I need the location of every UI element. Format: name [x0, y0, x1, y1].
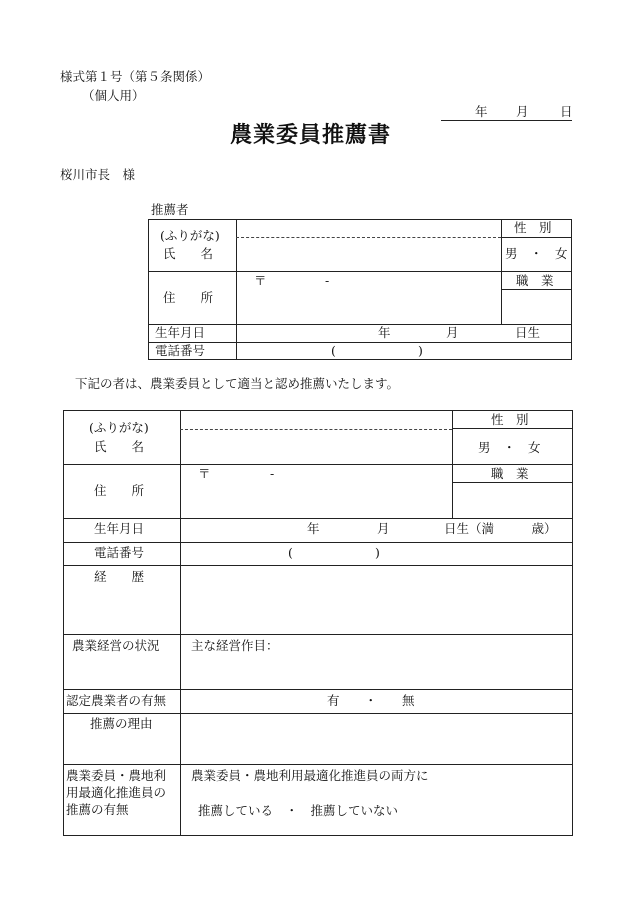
recommender-gender-options: 男 ・ 女 — [505, 246, 568, 261]
date-day: 日 — [560, 104, 573, 119]
candidate-phone-paren-close: ) — [375, 545, 380, 560]
recommender-phone-label: 電話番号 — [155, 343, 206, 358]
page-title: 農業委員推薦書 — [230, 123, 392, 148]
candidate-postal-mark: 〒 — [198, 466, 211, 481]
candidate-name-label: 氏 名 — [94, 439, 145, 454]
dual-label-line2: 用最適化推進員の — [66, 785, 167, 800]
candidate-reason-label: 推薦の理由 — [90, 716, 153, 731]
candidate-address-label: 住 所 — [94, 483, 145, 498]
candidate-birth-month: 月 — [377, 521, 390, 536]
date-underline — [441, 120, 572, 121]
candidate-postal-dash: - — [270, 466, 275, 481]
candidate-birth-day-age: 日生（満 歳） — [444, 521, 557, 536]
dual-question: 農業委員・農地利用最適化推進員の両方に — [191, 768, 429, 783]
candidate-gender-label: 性 別 — [491, 412, 529, 427]
recommender-postal-dash: - — [325, 273, 330, 288]
recommender-birth-day: 日生 — [515, 325, 541, 340]
recommender-birth-month: 月 — [446, 325, 459, 340]
date-month: 月 — [516, 104, 529, 119]
recommender-furigana-label: (ふりがな) — [160, 228, 220, 243]
candidate-furigana-label: (ふりがな) — [89, 420, 149, 435]
recommender-phone-paren-close: ) — [418, 343, 423, 358]
recommender-phone-paren-open: ( — [331, 343, 336, 358]
candidate-phone-paren-open: ( — [288, 545, 293, 560]
recommender-caption: 推薦者 — [151, 202, 189, 217]
candidate-career-label: 経 歴 — [94, 569, 145, 584]
form-type: （個人用） — [82, 88, 145, 103]
dual-label-line1: 農業委員・農地利 — [66, 768, 167, 783]
candidate-farm-status-label: 農業経営の状況 — [72, 638, 160, 653]
addressee: 桜川市長 様 — [60, 167, 136, 182]
recommender-birth-label: 生年月日 — [155, 325, 206, 340]
candidate-birth-label: 生年月日 — [94, 521, 145, 536]
candidate-certified-label: 認定農業者の有無 — [66, 693, 167, 708]
recommender-birth-year: 年 — [378, 325, 391, 340]
candidate-occupation-label: 職 業 — [491, 466, 529, 481]
recommendation-statement: 下記の者は、農業委員として適当と認め推薦いたします。 — [75, 376, 400, 391]
recommender-postal-mark: 〒 — [254, 273, 267, 288]
candidate-gender-options: 男 ・ 女 — [478, 440, 541, 455]
candidate-phone-label: 電話番号 — [94, 545, 145, 560]
recommender-address-label: 住 所 — [163, 290, 214, 305]
dual-options: 推薦している ・ 推薦していない — [198, 803, 399, 818]
candidate-certified-options: 有 ・ 無 — [327, 693, 415, 708]
form-number: 様式第１号（第５条関係） — [60, 69, 211, 84]
date-year: 年 — [475, 104, 488, 119]
recommender-occupation-label: 職 業 — [516, 273, 554, 288]
candidate-birth-year: 年 — [307, 521, 320, 536]
recommender-gender-label: 性 別 — [514, 220, 552, 235]
recommender-name-label: 氏 名 — [163, 246, 214, 261]
dual-label-line3: 推薦の有無 — [66, 802, 129, 817]
candidate-farm-crop-label: 主な経営作目： — [191, 638, 279, 653]
